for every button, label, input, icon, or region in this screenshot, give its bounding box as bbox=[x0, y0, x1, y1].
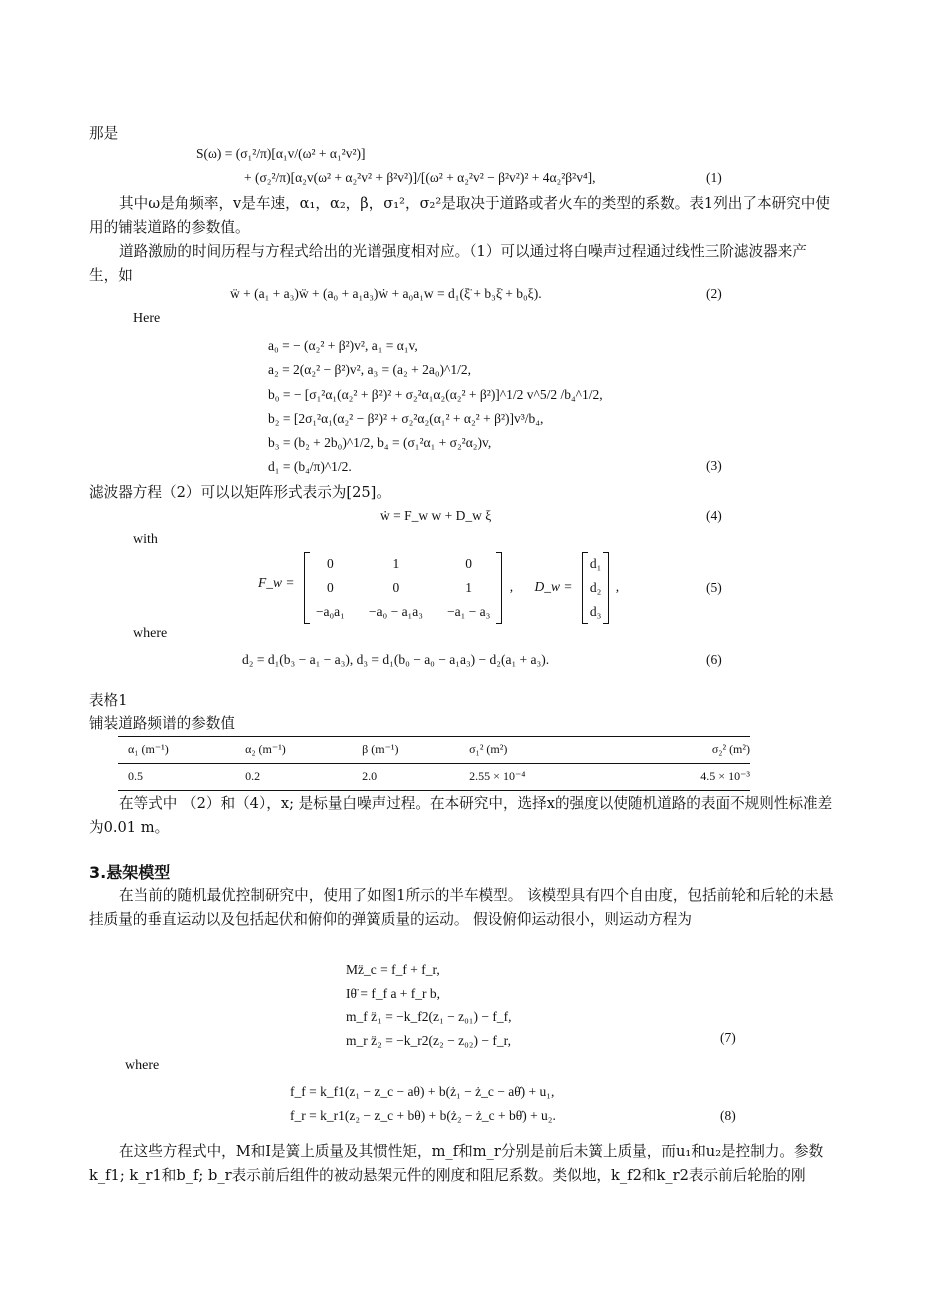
eq6-number: (6) bbox=[706, 652, 722, 667]
section-heading bbox=[89, 860, 170, 883]
paragraph-1: 其中ω是角频率，v是车速，α₁，α₂，β，σ₁²，σ₂²是取决于道路或者火车的类型的系数。表1列出了本研究中使用的铺装道路的参数值。 bbox=[89, 195, 830, 236]
eq2-number: (2) bbox=[706, 286, 722, 301]
dw-matrix bbox=[582, 552, 609, 624]
eq3-line: b₃ = (b₂ + 2b₀)^1/2, b₄ = (σ₁²α₁ + σ₂²α₂)v, bbox=[268, 435, 492, 451]
fw-cell: −a₀ − a₁a₃ bbox=[368, 604, 423, 619]
table-header: β (m⁻¹) bbox=[352, 737, 459, 764]
table-header: σ₂² (m²) bbox=[612, 737, 750, 764]
table-cell: 2.55 × 10⁻⁴ bbox=[459, 764, 612, 791]
paragraph-4: 在等式中 （2）和（4），x; 是标量白噪声过程。在本研究中，选择x的强度以使随机道路的表面不规则性标准差为0.01 m。 bbox=[89, 795, 833, 836]
eq8-number: (8) bbox=[720, 1108, 736, 1123]
paragraph-6: 在这些方程式中，M和I是簧上质量及其惯性矩，m_f和m_r分别是前后未簧上质量，而u₁和u₂是控制力。参数k_f1; k_r1和b_f; b_r表示前后组件的被动悬架元件的刚度和阻尼系数。类似地，k_f2和k_r2表示前后轮胎的刚 bbox=[89, 1143, 824, 1184]
fw-cell: 1 bbox=[392, 556, 400, 571]
eq1-line2: + (σ₂²/π)[α₂v(ω² + α₂²v² + β²v²)]/[(ω² + α₂²v² − β²v²)² + 4α₂²β²v⁴], bbox=[244, 170, 596, 185]
eq2: ẅ + (a₁ + a₃)ẅ + (a₀ + a₁a₃)ẇ + a₀a₁w = d₁(ξ̈ + b₃ξ̇ + b₀ξ). bbox=[230, 286, 542, 301]
eq3-block bbox=[268, 334, 603, 480]
with-label: with bbox=[133, 532, 158, 547]
section-number: 3. bbox=[89, 863, 107, 882]
dw-cell: d₁ bbox=[589, 556, 602, 571]
eq5-block: F_w = 0 1 0 0 0 1 −a₀a₁ −a₀ − a₁a₃ −a₁ − a₃ , D_w = d₁ d₂ d₃ , bbox=[258, 552, 619, 624]
eq7-line: m_f z̈₁ = −k_f2(z₁ − z₀₁) − f_f, bbox=[346, 1009, 512, 1024]
paragraph-5: 在当前的随机最优控制研究中，使用了如图1所示的半车模型。 该模型具有四个自由度，包括前轮和后轮的未悬挂质量的垂直运动以及包括起伏和俯仰的弹簧质量的运动。 假设俯仰运动很小，则运动方程为 bbox=[89, 887, 834, 928]
fw-cell: −a₀a₁ bbox=[315, 604, 345, 619]
eq3-line: b₂ = [2σ₁²α₁(α₂² − β²)² + σ₂²α₂(α₁² + α₂² + β²)]v³/b₄, bbox=[268, 410, 544, 426]
table-header: σ₁² (m²) bbox=[459, 737, 612, 764]
eq4: ẇ = F_w w + D_w ξ bbox=[380, 508, 492, 523]
eq8-block bbox=[290, 1080, 556, 1128]
fw-cell: 0 bbox=[392, 580, 400, 595]
eq8-line: f_f = k_f1(z₁ − z_c − aθ) + b(ż₁ − ż_c − aθ̇) + u₁, bbox=[290, 1084, 555, 1099]
fw-cell: 0 bbox=[327, 580, 334, 595]
fw-cell: −a₁ − a₃ bbox=[446, 604, 491, 619]
eq3-line: a₀ = − (α₂² + β²)v², a₁ = α₁v, bbox=[268, 338, 418, 353]
fw-cell: 1 bbox=[465, 580, 473, 595]
eq3-number: (3) bbox=[706, 458, 722, 473]
parameter-table bbox=[118, 736, 750, 791]
table-label: 表格1 bbox=[89, 692, 128, 709]
eq7-number: (7) bbox=[720, 1030, 736, 1045]
paragraph-3: 滤波器方程（2）可以以矩阵形式表示为[25]。 bbox=[89, 484, 391, 501]
fw-cell: 0 bbox=[327, 556, 334, 571]
eq7-block bbox=[346, 958, 511, 1052]
table-header: α₁ (m⁻¹) bbox=[118, 737, 235, 764]
eq5-number: (5) bbox=[706, 580, 722, 595]
fw-cell: 0 bbox=[465, 556, 473, 571]
table-cell: 0.2 bbox=[235, 764, 352, 791]
eq4-number: (4) bbox=[706, 508, 722, 523]
eq1-line1: S(ω) = (σ₁²/π)[α₁v/(ω² + α₁²v²)] bbox=[196, 146, 366, 161]
dw-cell: d₂ bbox=[589, 580, 602, 595]
eq3-line: b₀ = − [σ₁²α₁(α₂² + β²)² + σ₂²α₁α₂(α₂² + β²)]^1/2 v^5/2 /b₄^1/2, bbox=[268, 386, 603, 402]
table-cell: 4.5 × 10⁻³ bbox=[612, 764, 750, 791]
paragraph-2: 道路激励的时间历程与方程式给出的光谱强度相对应。（1）可以通过将白噪声过程通过线性三阶滤波器来产生，如 bbox=[89, 243, 807, 284]
fw-label: F_w = bbox=[258, 575, 295, 591]
table-header: α₂ (m⁻¹) bbox=[235, 737, 352, 764]
eq7-line: Iθ̈ = f_f a + f_r b, bbox=[346, 985, 441, 1001]
eq3-line: a₂ = 2(α₂² − β²)v², a₃ = (a₂ + 2a₀)^1/2, bbox=[268, 362, 471, 378]
table-cell: 0.5 bbox=[118, 764, 235, 791]
table-caption: 铺装道路频谱的参数值 bbox=[89, 715, 235, 732]
here-label: Here bbox=[133, 311, 161, 326]
eq1-number: (1) bbox=[706, 170, 722, 185]
table-cell: 2.0 bbox=[352, 764, 459, 791]
where2-label: where bbox=[125, 1058, 160, 1073]
intro-word: 那是 bbox=[89, 125, 119, 142]
section-title: 悬架模型 bbox=[106, 863, 171, 882]
dw-label: D_w = bbox=[534, 579, 573, 595]
eq7-line: Mz̈_c = f_f + f_r, bbox=[346, 962, 440, 977]
eq8-line: f_r = k_r1(z₂ − z_c + bθ) + b(ż₂ − ż_c + bθ̇) + u₂. bbox=[290, 1108, 556, 1123]
eq6: d₂ = d₁(b₃ − a₁ − a₃), d₃ = d₁(b₀ − a₀ − a₁a₃) − d₂(a₁ + a₃). bbox=[242, 652, 550, 667]
eq7-line: m_r z̈₂ = −k_r2(z₂ − z₀₂) − f_r, bbox=[346, 1032, 511, 1048]
eq3-line: d₁ = (b₄/π)^1/2. bbox=[268, 459, 352, 475]
where-label: where bbox=[133, 626, 168, 641]
dw-cell: d₃ bbox=[589, 604, 602, 619]
fw-matrix bbox=[304, 552, 502, 624]
